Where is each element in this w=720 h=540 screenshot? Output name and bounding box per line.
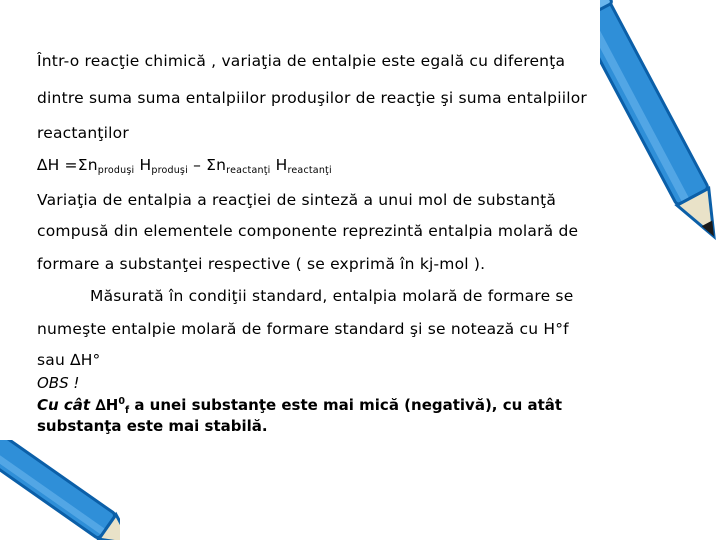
formula-sub-products-h: produşi: [151, 165, 188, 176]
formula-h-products: H: [134, 156, 152, 174]
obs-line1-end: a unei substanţe este mai mică (negativă), cu atât: [129, 396, 563, 414]
pencil-icon-top-right: [600, 0, 720, 270]
formula-delta-h: ∆H =Σn: [37, 156, 98, 174]
paragraph2-line1: Variaţia de entalpia a reacţiei de sinteză a unui mol de substanţă: [37, 191, 557, 209]
obs-sup: 0: [118, 396, 125, 407]
enthalpy-formula: [37, 156, 332, 176]
paragraph3-line2: numeşte entalpie molară de formare standard şi se notează cu H°f: [37, 320, 569, 338]
paragraph2-line3: formare a substanţei respective ( se exprimă în kj-mol ).: [37, 255, 486, 273]
paragraph1-line1: Într-o reacţie chimică , variaţia de entalpie este egală cu diferenţa: [37, 52, 566, 70]
formula-sub-products-n: produşi: [97, 165, 135, 176]
pencil-icon-bottom-left: [0, 440, 120, 540]
formula-minus: – Σn: [187, 156, 227, 174]
formula-h-reactants: H: [270, 156, 288, 174]
obs-delta-h: ∆H: [95, 396, 119, 414]
obs-line1: [37, 396, 562, 416]
formula-sub-reactants-h: reactanţi: [287, 165, 332, 176]
paragraph3-line3: sau ∆H°: [37, 351, 101, 369]
formula-sub-reactants-n: reactanţi: [226, 165, 271, 176]
obs-title: OBS !: [37, 374, 80, 392]
paragraph1-line3: reactanţilor: [37, 124, 129, 142]
obs-line2: substanţa este mai stabilă.: [37, 417, 268, 435]
obs-sub: f: [124, 405, 130, 416]
obs-line1-start: Cu cât: [37, 396, 96, 414]
paragraph1-line2: dintre suma suma entalpiilor produşilor de reacţie şi suma entalpiilor: [37, 89, 587, 107]
paragraph2-line2: compusă din elementele componente reprezintă entalpia molară de: [37, 222, 579, 240]
paragraph3-line1: Măsurată în condiţii standard, entalpia molară de formare se: [90, 287, 574, 305]
